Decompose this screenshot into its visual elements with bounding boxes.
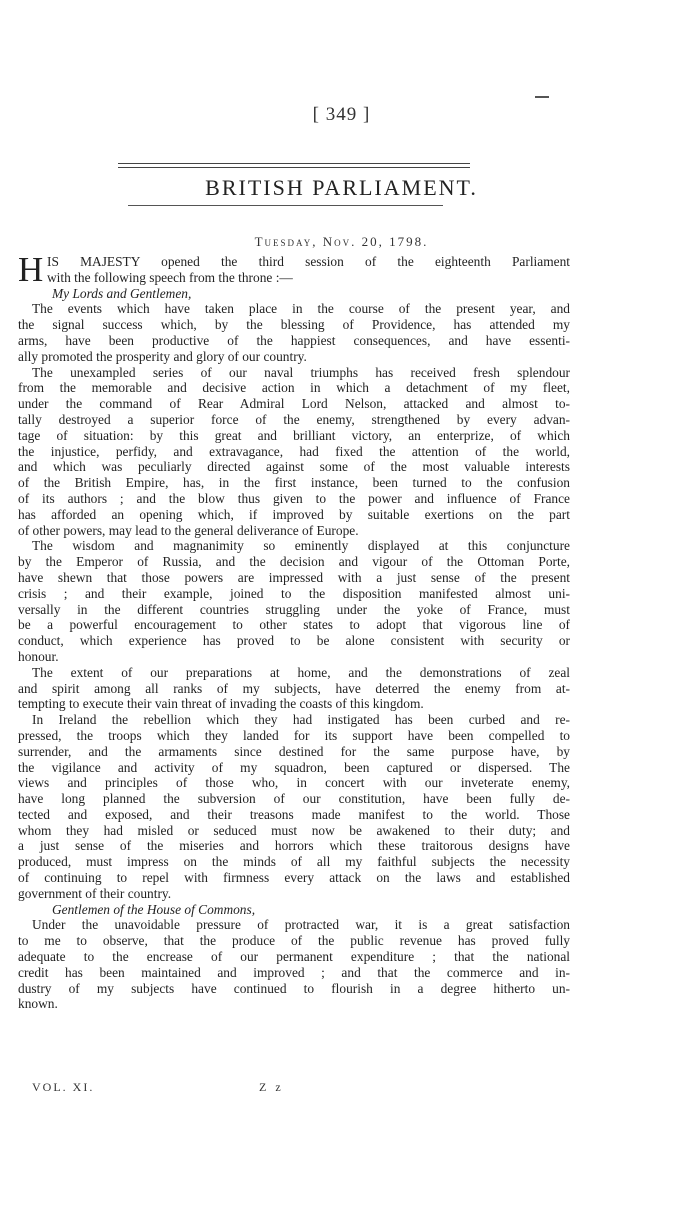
- text-line: have long planned the subversion of our constitution, have been fully de-: [18, 791, 570, 807]
- opening-line-1-text: IS MAJESTY opened the third session of the eighteenth Parliament: [47, 254, 570, 269]
- text-line: of other powers, may lead to the general deliverance of Europe.: [18, 522, 359, 538]
- speech-body: [18, 250, 570, 1012]
- text-line: of its authors ; and the blow thus given to the power and influence of France: [18, 490, 570, 506]
- text-line: pressed, the troops which they landed for its support have been compelled to: [18, 727, 570, 743]
- text-line: credit has been maintained and improved ; and that the commerce and in-: [18, 964, 570, 980]
- text-line: be a powerful encouragement to other states to adopt that vigorous line of: [18, 617, 570, 633]
- text-line: In Ireland the rebellion which they had instigated has been curbed and re-: [32, 712, 570, 728]
- title-rule-top: [118, 163, 470, 168]
- signature-mark: Z z: [259, 1080, 284, 1094]
- session-date-text: Tuesday, Nov. 20, 1798.: [254, 234, 429, 249]
- text-line: of the British Empire, has, in the first instance, been turned to the confusion: [18, 475, 570, 491]
- drop-cap: H: [18, 250, 44, 289]
- text-line: the injustice, perfidy, and extravagance, had fixed the attention of the world,: [18, 443, 570, 459]
- text-line: conduct, which experience has proved to be alone consistent with security or: [18, 633, 570, 649]
- text-line: and which was peculiarly directed against some of the most valuable interests: [18, 459, 570, 475]
- text-line: arms, have been productive of the happiest consequences, and have essenti-: [18, 332, 570, 348]
- text-line: The extent of our preparations at home, and the demonstrations of zeal: [32, 664, 570, 680]
- text-line: The wisdom and magnanimity so eminently displayed at this conjuncture: [32, 538, 570, 554]
- text-line: from the memorable and decisive action in which a detachment of my fleet,: [18, 380, 570, 396]
- text-line: by the Emperor of Russia, and the decision and vigour of the Ottoman Porte,: [18, 554, 570, 570]
- text-line: a just sense of the miseries and horrors which these traitorous designs have: [18, 838, 570, 854]
- text-line: ally promoted the prosperity and glory of our country.: [18, 348, 307, 364]
- print-mark: [535, 96, 549, 98]
- text-line: The unexampled series of our naval triumphs has received fresh splendour: [32, 364, 570, 380]
- opening-line-2: with the following speech from the throne :—: [47, 269, 293, 285]
- text-line: has afforded an opening which, if improved by suitable exertions on the part: [18, 506, 570, 522]
- text-line: the signal success which, by the blessing of Providence, has attended my: [18, 317, 570, 333]
- section-title: BRITISH PARLIAMENT.: [205, 175, 478, 200]
- text-line: The events which have taken place in the course of the present year, and: [32, 301, 570, 317]
- page-number: [ 349 ]: [312, 104, 371, 125]
- text-line: versally in the different countries struggling under the yoke of France, must: [18, 601, 570, 617]
- text-line: the vigilance and activity of my squadron, been captured or dispersed. The: [18, 759, 570, 775]
- text-line: have shewn that those powers are impressed with a just sense of the present: [18, 569, 570, 585]
- session-date: [0, 234, 683, 250]
- text-line: government of their country.: [18, 885, 172, 901]
- salutation-lords: My Lords and Gentlemen,: [52, 285, 192, 301]
- text-line: Under the unavoidable pressure of protracted war, it is a great satisfaction: [32, 917, 570, 933]
- text-line: to me to observe, that the produce of the public revenue has proved fully: [18, 933, 570, 949]
- text-line: and spirit among all ranks of my subjects, have deterred the enemy from at-: [18, 680, 570, 696]
- text-line: produced, must impress on the minds of all my faithful subjects the necessity: [18, 854, 570, 870]
- text-line: tected and exposed, and their treasons made manifest to the world. Those: [18, 806, 570, 822]
- text-line: crisis ; and their example, joined to the disposition manifested almost uni-: [18, 585, 570, 601]
- text-line: views and principles of those who, in concert with our inveterate enemy,: [18, 775, 570, 791]
- text-line: tally destroyed a superior force of the enemy, strengthened by every advan-: [18, 411, 570, 427]
- text-line: adequate to the encrease of our permanent expenditure ; that the national: [18, 949, 570, 965]
- text-line: tempting to execute their vain threat of invading the coasts of this kingdom.: [18, 696, 424, 712]
- text-line: surrender, and the armaments since destined for the same purpose have, by: [18, 743, 570, 759]
- paragraphs-commons: [18, 917, 570, 1012]
- paragraphs-lords: [18, 301, 570, 901]
- text-line: dustry of my subjects have continued to flourish in a degree hitherto un-: [18, 980, 570, 996]
- salutation-commons: Gentlemen of the House of Commons,: [52, 901, 256, 917]
- text-line: under the command of Rear Admiral Lord Nelson, attacked and almost to-: [18, 396, 570, 412]
- text-line: tage of situation: by this great and brilliant victory, an enterprize, of which: [18, 427, 570, 443]
- text-line: honour.: [18, 648, 59, 664]
- title-rule-bottom: [128, 205, 443, 206]
- volume-label: VOL. XI.: [32, 1080, 95, 1094]
- text-line: whom they had misled or seduced must now be awakened to their duty; and: [18, 822, 570, 838]
- text-line: of continuing to repel with firmness every attack on the laws and established: [18, 870, 570, 886]
- text-line: known.: [18, 996, 58, 1012]
